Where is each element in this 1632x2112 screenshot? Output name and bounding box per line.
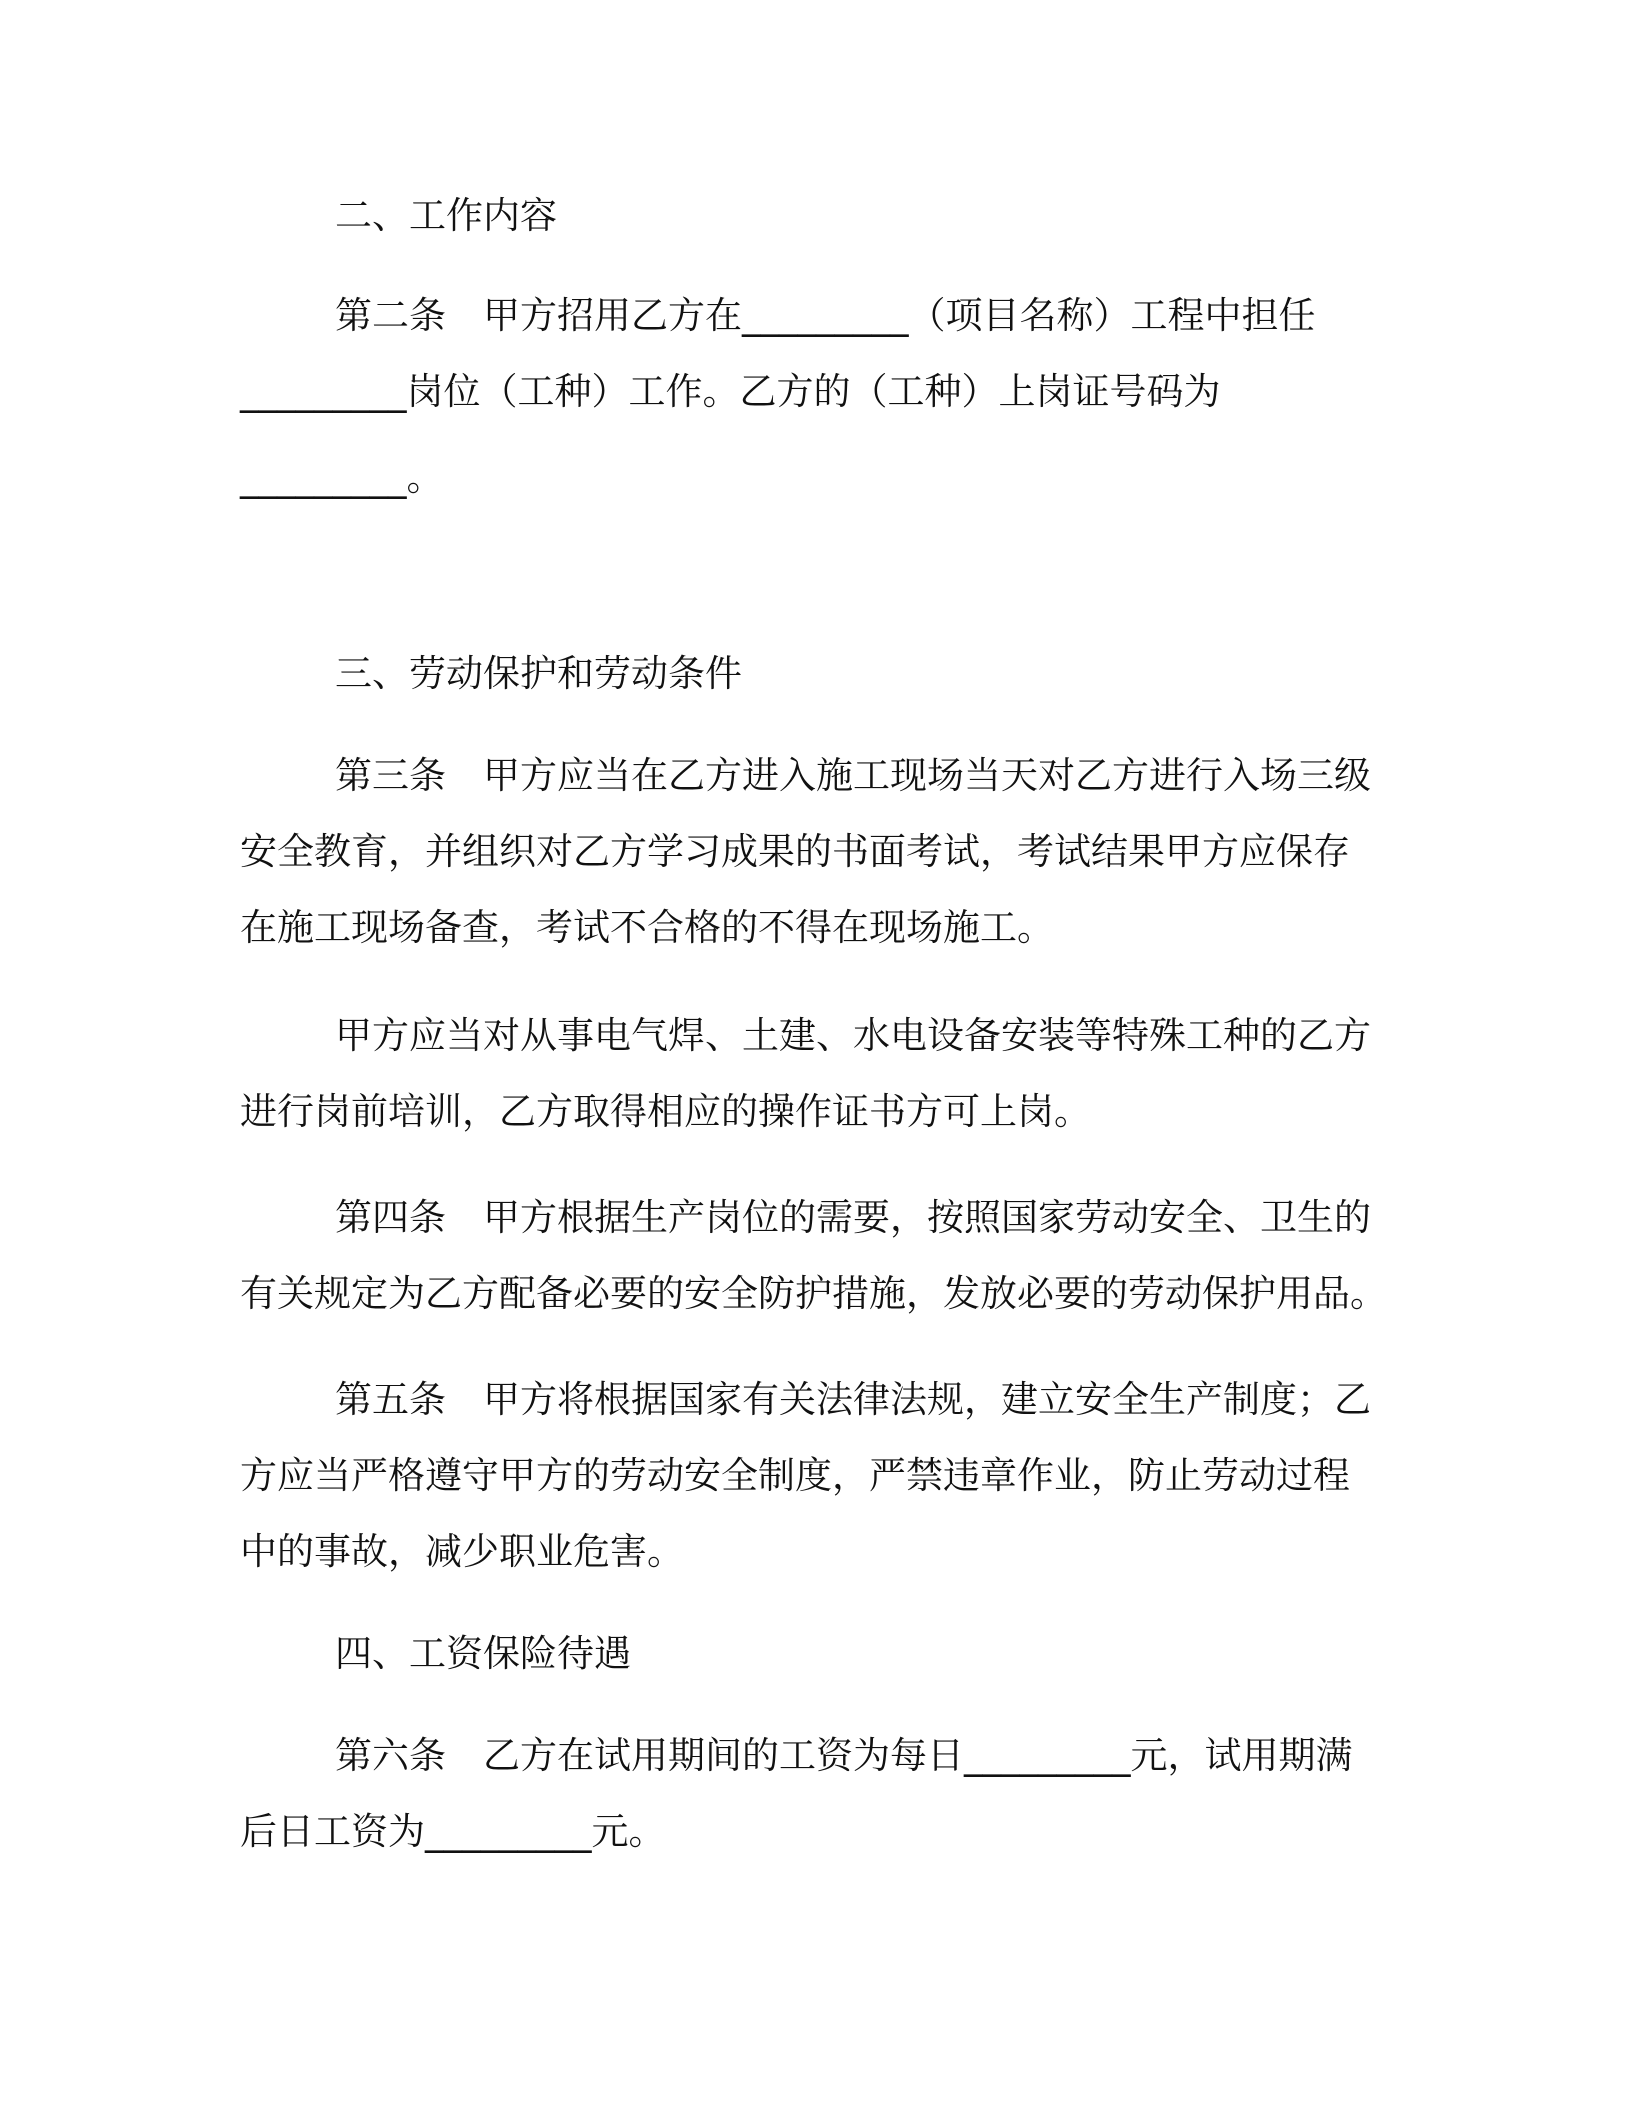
- section-heading-labor-protection: 三、劳动保护和劳动条件: [335, 652, 742, 695]
- article-6-line-1: 第六条 乙方在试用期间的工资为每日_________元，试用期满: [335, 1734, 1353, 1777]
- article-5-line-2: 方应当严格遵守甲方的劳动安全制度，严禁违章作业，防止劳动过程: [240, 1454, 1350, 1497]
- article-3b-line-2: 进行岗前培训，乙方取得相应的操作证书方可上岗。: [240, 1090, 1091, 1133]
- article-2-line-3: _________。: [240, 456, 444, 499]
- article-6-line-2: 后日工资为_________元。: [240, 1810, 666, 1853]
- article-3b-line-1: 甲方应当对从事电气焊、土建、水电设备安装等特殊工种的乙方: [335, 1014, 1371, 1057]
- article-5-line-1: 第五条 甲方将根据国家有关法律法规，建立安全生产制度；乙: [335, 1378, 1371, 1421]
- article-3-line-3: 在施工现场备查，考试不合格的不得在现场施工。: [240, 906, 1054, 949]
- article-3-line-1: 第三条 甲方应当在乙方进入施工现场当天对乙方进行入场三级: [335, 754, 1371, 797]
- article-3-line-2: 安全教育，并组织对乙方学习成果的书面考试，考试结果甲方应保存: [240, 830, 1350, 873]
- article-5-line-3: 中的事故，减少职业危害。: [240, 1530, 684, 1573]
- article-4-line-2: 有关规定为乙方配备必要的安全防护措施，发放必要的劳动保护用品。: [240, 1272, 1387, 1315]
- article-4-line-1: 第四条 甲方根据生产岗位的需要，按照国家劳动安全、卫生的: [335, 1196, 1371, 1239]
- section-heading-work-content: 二、工作内容: [335, 194, 557, 237]
- article-2-line-1: 第二条 甲方招用乙方在_________（项目名称）工程中担任: [335, 294, 1316, 337]
- section-heading-wages-insurance: 四、工资保险待遇: [335, 1632, 631, 1675]
- article-2-line-2: _________岗位（工种）工作。乙方的（工种）上岗证号码为: [240, 370, 1221, 413]
